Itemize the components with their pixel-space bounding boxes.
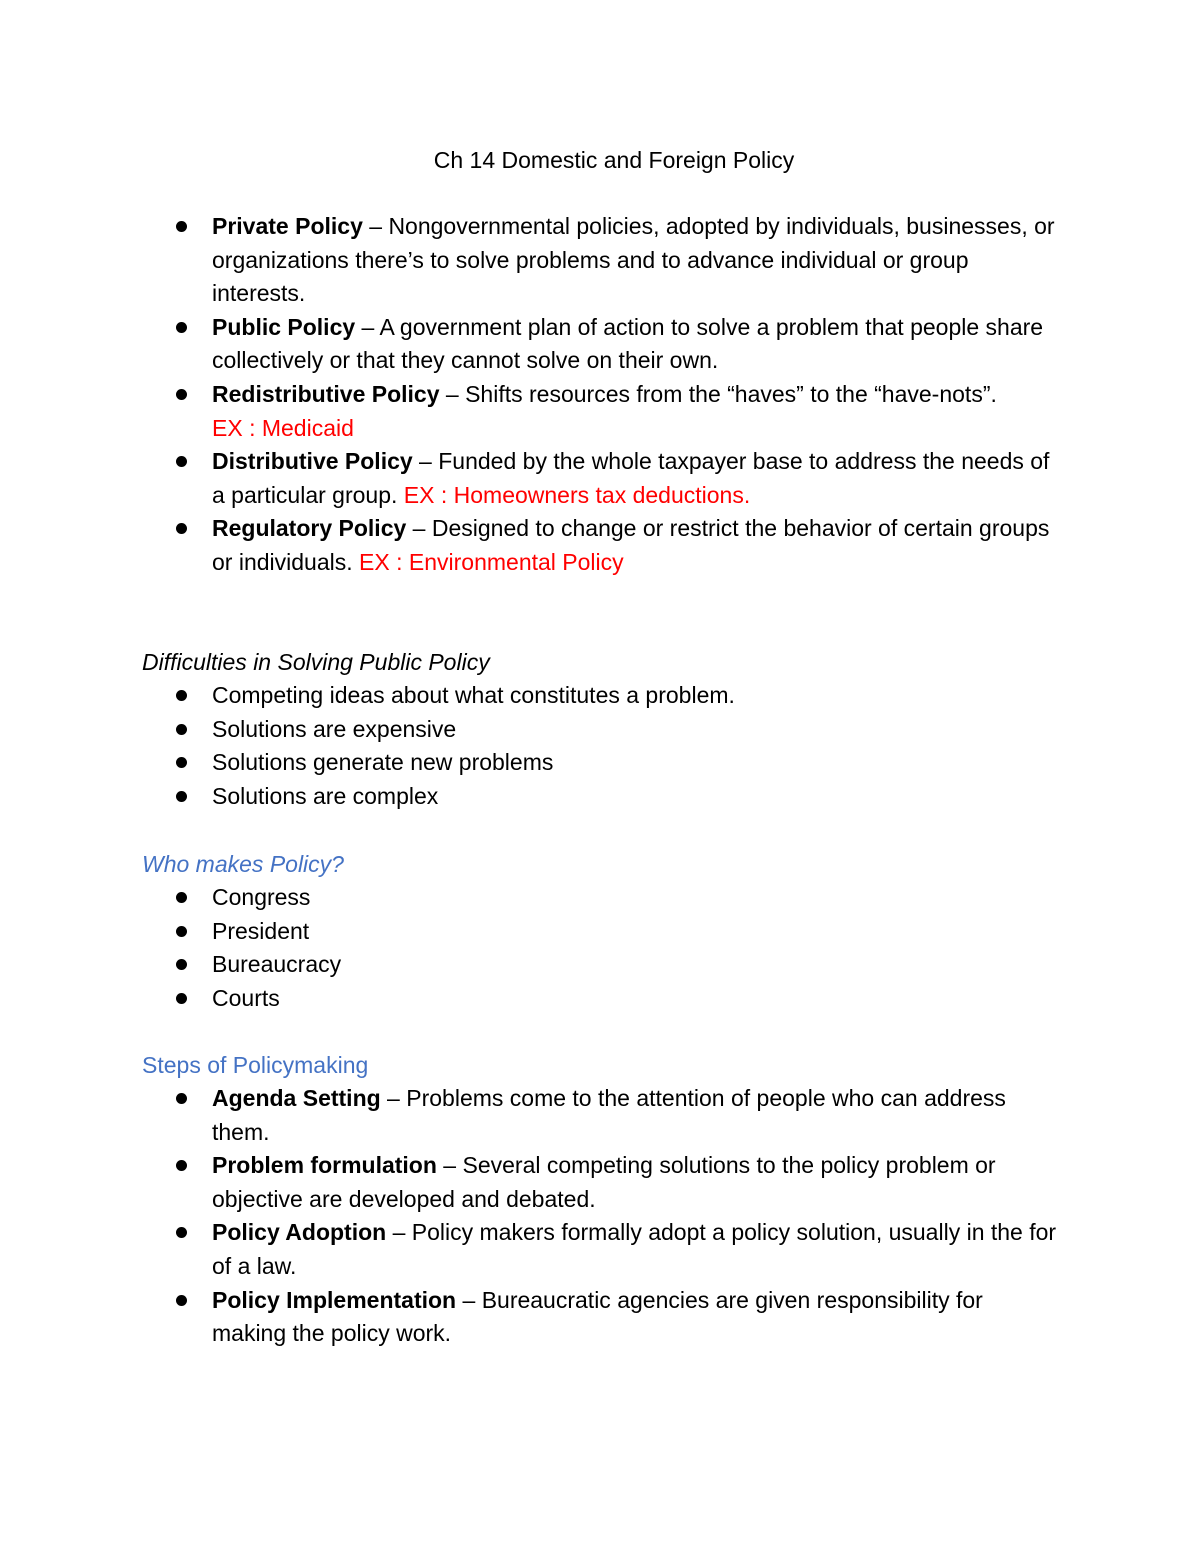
term-separator: – [380,1085,407,1111]
difficulties-heading: Difficulties in Solving Public Policy [142,649,490,675]
policy-term: Distributive Policy [212,448,413,475]
term-separator: – [386,1219,412,1246]
bullet-icon [176,1227,187,1238]
list-item [142,948,1062,982]
bullet-icon [176,322,187,333]
list-item [142,713,1062,747]
bullet-icon [176,690,187,701]
list-item [142,311,1062,378]
list-item [142,881,1062,915]
step-definition: Problems come to the attention of people who can address them. [212,1085,1006,1145]
bullet-icon [176,892,187,903]
list-item [142,746,1062,780]
list-item [142,1149,1062,1216]
list-item [142,679,1062,713]
list-item [142,445,1062,512]
list-item [142,1216,1062,1283]
steps-heading: Steps of Policymaking [142,1052,369,1078]
list-item-text: Solutions are expensive [212,715,457,742]
policy-definition: A government plan of action to solve a problem that people share collectively or that they cannot solve on their own. [212,313,1044,374]
difficulties-section [142,645,1062,813]
bullet-icon [176,456,187,467]
steps-list [142,1082,1062,1351]
term-separator: – [456,1286,482,1313]
step-term: Agenda Setting [212,1085,381,1111]
list-item [142,915,1062,949]
bullet-icon [176,993,187,1004]
list-item-text: Courts [212,984,280,1011]
list-item-text: Solutions are complex [212,782,439,809]
list-item-text: Bureaucracy [212,951,342,978]
list-item [142,982,1062,1016]
list-item [142,780,1062,814]
policy-term: Public Policy [212,313,356,340]
bullet-icon [176,1093,187,1104]
who-makes-heading: Who makes Policy? [142,851,344,877]
bullet-icon [176,389,187,400]
difficulties-list [142,679,1062,813]
policy-example: EX : Homeowners tax deductions. [403,481,751,508]
step-definition: Policy makers formally adopt a policy solution, usually in the for of a law. [212,1219,1057,1279]
term-separator: – [412,448,439,475]
policy-example: EX : Medicaid [212,414,354,441]
who-makes-list [142,881,1062,1015]
list-item-text: President [212,917,310,944]
bullet-icon [176,724,187,735]
page-title: Ch 14 Domestic and Foreign Policy [433,147,795,173]
policy-definition: Designed to change or restrict the behavior of certain groups or individuals. [212,515,1050,575]
step-term: Policy Implementation [212,1286,457,1313]
step-definition: Bureaucratic agencies are given responsibility for making the policy work. [212,1286,983,1347]
bullet-icon [176,959,187,970]
list-item [142,378,1062,445]
term-separator: – [406,515,432,542]
policy-definition: Shifts resources from the “haves” to the “have-nots”. [465,380,997,407]
step-term: Policy Adoption [212,1219,387,1246]
list-item [142,1082,1062,1149]
policy-definition: Nongovernmental policies, adopted by individuals, businesses, or organizations there’s to solve problems and to advance individual or group interests. [212,213,1055,307]
bullet-icon [176,523,187,534]
steps-section [142,1048,1062,1351]
list-item-text: Congress [212,884,311,910]
step-definition: Several competing solutions to the policy problem or objective are developed and debated. [212,1152,996,1212]
policy-term: Redistributive Policy [212,380,440,407]
bullet-icon [176,757,187,768]
list-item [142,1284,1062,1351]
term-separator: – [439,380,466,407]
bullet-icon [176,221,187,232]
bullet-icon [176,1295,187,1306]
policy-term: Regulatory Policy [212,515,407,542]
list-item [142,210,1062,311]
term-separator: – [355,313,380,340]
bullet-icon [176,926,187,937]
policy-term: Private Policy [212,213,363,239]
list-item [142,512,1062,579]
bullet-icon [176,1160,187,1171]
policy-definition: Funded by the whole taxpayer base to address the needs of a particular group. [212,448,1050,508]
list-item-text: Solutions generate new problems [212,749,554,776]
bullet-icon [176,791,187,802]
term-separator: – [436,1152,463,1179]
policy-types-section [142,210,1062,580]
policy-types-list [142,210,1062,580]
list-item-text: Competing ideas about what constitutes a problem. [212,682,735,708]
policy-example: EX : Environmental Policy [359,548,624,575]
who-makes-section [142,847,1062,1015]
step-term: Problem formulation [212,1152,437,1179]
term-separator: – [362,213,389,239]
